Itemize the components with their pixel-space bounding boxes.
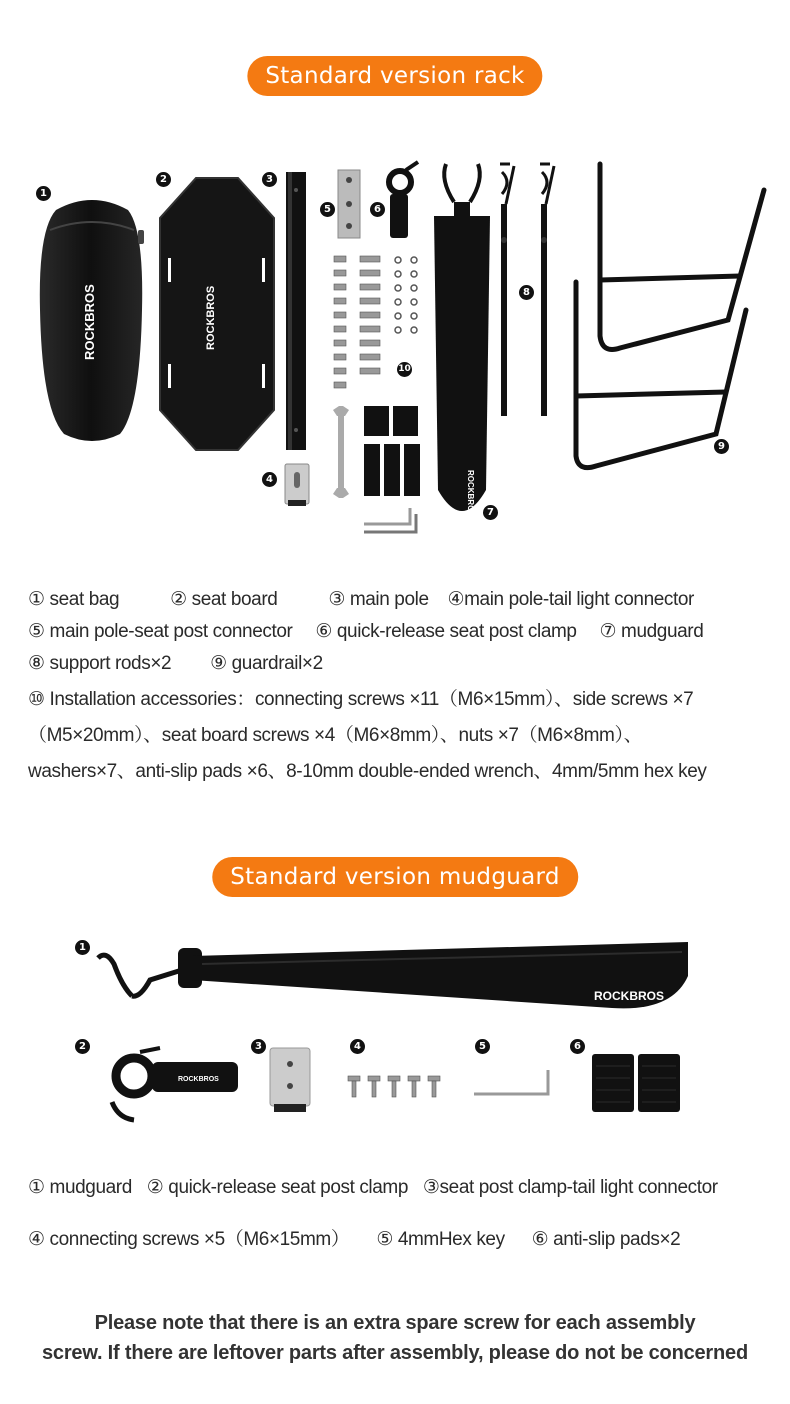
installation-accessories-image	[330, 252, 424, 396]
hex-keys-image	[362, 504, 420, 536]
rack-label-9: 9	[714, 439, 729, 454]
rack-item-guardrail: ⑨ guardrail×2	[210, 653, 323, 674]
mudguard-label-2: 2	[75, 1039, 90, 1054]
rack-section-title: Standard version rack	[247, 56, 542, 96]
mudguard-section-title: Standard version mudguard	[212, 857, 578, 897]
mudguard-screws-image	[346, 1074, 446, 1100]
mudguard-item-hex-key: ⑤ 4mmHex key	[376, 1229, 505, 1250]
rack-item-tail-light-connector: ④main pole-tail light connector	[447, 589, 694, 610]
rack-accessories-line-2: （M5×20mm）、seat board screws ×4（M6×8mm）、nuts ×7（M6×8mm）、	[28, 725, 643, 746]
seat-bag-image	[36, 190, 148, 446]
rack-item-seat-post-connector: ⑤ main pole-seat post connector	[28, 621, 293, 642]
mudguard-pads-image	[590, 1052, 682, 1114]
rack-item-seat-board: ② seat board	[170, 589, 278, 610]
rack-label-10: 10	[397, 362, 412, 377]
tail-light-connector-image	[282, 462, 312, 508]
rack-label-3: 3	[262, 172, 277, 187]
rack-items-line-1	[28, 588, 712, 611]
mudguard-clamp-image	[100, 1042, 240, 1124]
seat-board-image	[156, 174, 278, 454]
mudguard-label-5: 5	[475, 1039, 490, 1054]
rack-label-1: 1	[36, 186, 51, 201]
rack-item-mudguard: ⑦ mudguard	[599, 621, 704, 642]
svg-text:ROCKBROS: ROCKBROS	[82, 284, 97, 360]
rack-label-7: 7	[483, 505, 498, 520]
svg-text:ROCKBROS: ROCKBROS	[594, 989, 665, 1003]
rack-label-5: 5	[320, 202, 335, 217]
mudguard-items-line-1	[28, 1176, 736, 1199]
mudguard-label-4: 4	[350, 1039, 365, 1054]
rack-label-2: 2	[156, 172, 171, 187]
mudguard-label-1: 1	[75, 940, 90, 955]
main-pole-image	[282, 170, 310, 452]
seat-post-connector-image	[336, 168, 362, 240]
rack-accessories-line-1: ⑩ Installation accessories：connecting screws ×11（M6×15mm）、side screws ×7	[28, 689, 694, 710]
rack-label-4: 4	[262, 472, 277, 487]
mudguard-connector-image	[266, 1046, 314, 1116]
rack-item-support-rods: ⑧ support rods×2	[28, 653, 172, 674]
guardrails-image	[568, 160, 778, 478]
anti-slip-pads-image	[362, 404, 422, 498]
rack-accessories-line-3: washers×7、anti-slip pads ×6、8-10mm double-ended wrench、4mm/5mm hex key	[28, 761, 707, 782]
mudguard-item-pads: ⑥ anti-slip pads×2	[531, 1229, 681, 1250]
rack-item-seat-bag: ① seat bag	[28, 589, 120, 610]
quick-release-clamp-image	[376, 158, 420, 242]
support-rods-image	[486, 160, 560, 424]
mudguard-items-line-2	[28, 1224, 698, 1251]
rack-items-line-2	[28, 620, 721, 643]
mudguard-item-connector: ③seat post clamp-tail light connector	[422, 1177, 718, 1198]
mudguard-hex-key-image	[472, 1066, 554, 1100]
wrench-image	[330, 406, 352, 498]
rack-item-main-pole: ③ main pole	[328, 589, 429, 610]
rack-item-quick-release-clamp: ⑥ quick-release seat post clamp	[315, 621, 577, 642]
mudguard-item-clamp: ② quick-release seat post clamp	[146, 1177, 409, 1198]
svg-text:ROCKBROS: ROCKBROS	[178, 1076, 219, 1083]
rack-label-6: 6	[370, 202, 385, 217]
mudguard-item-screws: ④ connecting screws ×5（M6×15mm）	[28, 1229, 350, 1250]
mudguard-image	[92, 936, 696, 1022]
mudguard-label-6: 6	[570, 1039, 585, 1054]
rack-items-line-3	[28, 652, 341, 675]
note-line-1: Please note that there is an extra spare screw for each assembly	[94, 1312, 696, 1334]
mudguard-item-mudguard: ① mudguard	[28, 1177, 132, 1198]
rack-label-8: 8	[519, 285, 534, 300]
mudguard-label-3: 3	[251, 1039, 266, 1054]
note-line-2: screw. If there are leftover parts after assembly, please do not be concerned	[42, 1342, 748, 1364]
svg-text:ROCKBROS: ROCKBROS	[466, 470, 475, 517]
svg-text:ROCKBROS: ROCKBROS	[205, 285, 217, 350]
